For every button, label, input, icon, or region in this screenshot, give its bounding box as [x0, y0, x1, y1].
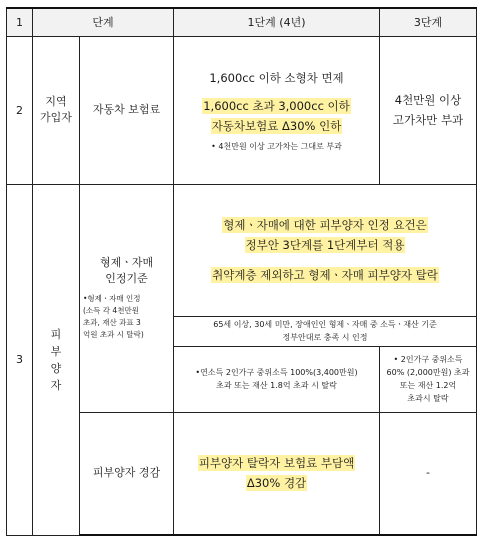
- header-no: 1: [7, 8, 33, 36]
- row3-sub1-stage3: [380, 346, 477, 412]
- row3-sub1-title-line2: 인정기준: [105, 272, 148, 285]
- row3-sub2-stage1: [174, 412, 380, 535]
- row2-group-line1: 지역: [45, 95, 67, 108]
- row2-stage1-highlight-line2: 자동차보험료 Δ30% 인하: [211, 118, 342, 133]
- row3-sub1-stage3-line2: 60% (2,000만원) 초과: [386, 368, 470, 377]
- row3-sub2-highlight-line1: 피부양자 탈락자 보험료 부담액: [198, 456, 355, 471]
- row3-sub2-stage3: -: [380, 412, 477, 535]
- policy-table: [6, 7, 477, 536]
- row2-no: 2: [7, 36, 33, 184]
- row3-no: 3: [7, 184, 33, 535]
- row2-stage3-line2: 고가차만 부과: [392, 113, 464, 127]
- header-stage3: 3단계: [380, 8, 477, 36]
- row3-sub1-stage3-line1: • 2인가구 중위소득: [393, 355, 463, 364]
- row2-group-line2: 가입자: [40, 111, 72, 124]
- row3-sub1-stage3-line3: 또는 재산 1.2억: [399, 381, 457, 390]
- row2-stage1-highlight-line1: 1,600cc 초과 3,000cc 이하: [203, 98, 350, 113]
- row3-sub1-stage1-line1: •연소득 2인가구 중위소득 100%(3,400만원): [195, 368, 358, 377]
- row3-sub1-highlight: [174, 184, 477, 316]
- row3-sub1-condition-line1: 65세 이상, 30세 미만, 장애인인 형제ㆍ자매 중 소득ㆍ재산 기준: [213, 320, 437, 329]
- row3-group: [33, 184, 80, 535]
- row2-group: [33, 36, 80, 184]
- row3-sub1-label: [80, 184, 174, 412]
- row3-sub2-title: 피부양자 경감: [80, 412, 174, 535]
- row3-group-char-2: 부: [50, 344, 62, 358]
- row2-stage1-line1: 1,600cc 이하 소형차 면제: [209, 70, 344, 85]
- row3-group-char-1: 피: [50, 327, 62, 341]
- row3-sub1-note-line2: (소득 각 4천만원: [83, 306, 139, 315]
- row2-stage3-line1: 4천만원 이상: [394, 93, 462, 107]
- header-stage1: 1단계 (4년): [174, 8, 380, 36]
- row3-group-char-4: 자: [50, 378, 62, 392]
- row3-group-char-3: 양: [50, 361, 62, 375]
- row3-sub1-highlight-line1: 형제ㆍ자매에 대한 피부양자 인정 요건은: [223, 218, 427, 232]
- row3-sub2-highlight-line2: Δ30% 경감: [246, 476, 307, 491]
- row3-sub1-condition-line2: 정부안대로 충족 시 인정: [282, 333, 368, 342]
- row3-sub1-condition: [174, 316, 477, 346]
- row3-sub1-note-line3: 초과, 재산 과표 3: [83, 318, 141, 327]
- row3-sub1-title-line1: 형제ㆍ자매: [99, 256, 154, 269]
- row3-sub1-stage1-line2: 초과 또는 재산 1.8억 초과 시 탈락: [216, 381, 337, 390]
- row2-stage3: [380, 36, 477, 184]
- row3-sub1-stage1: [174, 346, 380, 412]
- row2-stage1-note: • 4천만원 이상 고가차는 그대로 부과: [211, 141, 342, 151]
- row2-stage1: [174, 36, 380, 184]
- row3-sub1-note-line4: 억원 초과 시 탈락): [83, 330, 144, 339]
- header-category: 단계: [33, 8, 174, 36]
- row3-sub1-stage3-line4: 초과시 탈락: [407, 394, 449, 403]
- row2-item: 자동차 보험료: [80, 36, 174, 184]
- row3-sub1-note-line1: •형제ㆍ자매 인정: [83, 294, 141, 303]
- row3-sub1-highlight-line3: 취약계층 제외하고 형제ㆍ자매 피부양자 탈락: [212, 268, 438, 282]
- row3-sub1-highlight-line2: 정부안 3단계를 1단계부터 적용: [245, 238, 405, 252]
